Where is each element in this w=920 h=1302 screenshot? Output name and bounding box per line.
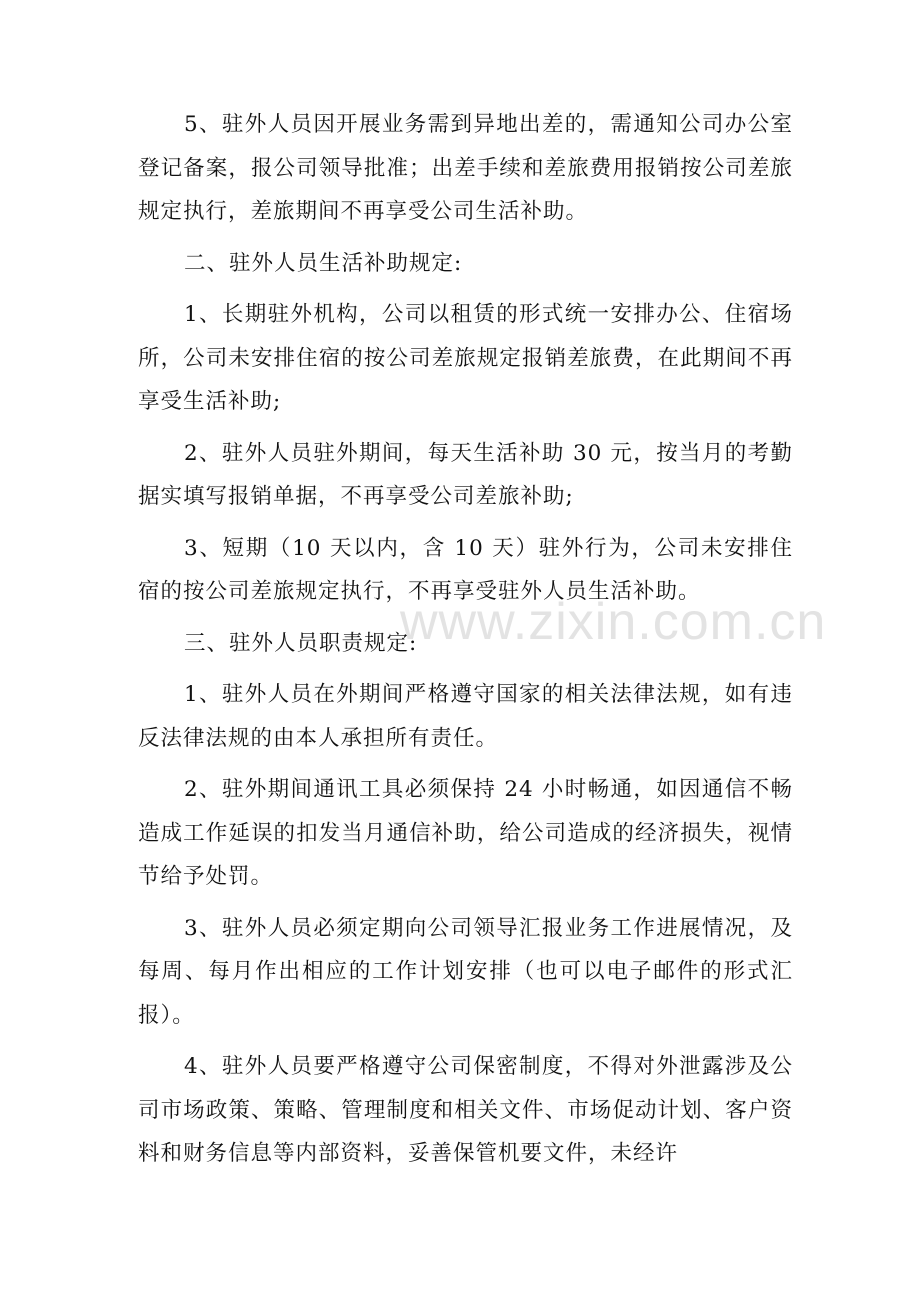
document-body xyxy=(138,103,793,1184)
watermark: www.zixin.com.cn xyxy=(400,593,827,651)
paragraph-long-term-office: 1、长期驻外机构，公司以租赁的形式统一安排办公、住宿场所，公司未安排住宿的按公司差旅规定报销差旅费，在此期间不再享受生活补助; xyxy=(138,302,793,414)
paragraph-reporting: 3、驻外人员必须定期向公司领导汇报业务工作进展情况，及每周、每月作出相应的工作计划安排（也可以电子邮件的形式汇报）。 xyxy=(138,915,793,1028)
section-heading-duties: 三、驻外人员职责规定: xyxy=(184,630,418,656)
paragraph-daily-allowance: 2、驻外人员驻外期间，每天生活补助 30 元，按当月的考勤据实填写报销单据，不再享受公司差旅补助; xyxy=(138,440,793,509)
section-heading-living-allowance: 二、驻外人员生活补助规定: xyxy=(184,250,463,276)
paragraph-short-term: 3、短期（10 天以内，含 10 天）驻外行为，公司未安排住宿的按公司差旅规定执行，不再享受驻外人员生活补助。 xyxy=(138,535,793,604)
paragraph-item-5-travel: 5、驻外人员因开展业务需到异地出差的，需通知公司办公室登记备案，报公司领导批准；出差手续和差旅费用报销按公司差旅规定执行，差旅期间不再享受公司生活补助。 xyxy=(138,112,793,224)
paragraph-confidentiality: 4、驻外人员要严格遵守公司保密制度，不得对外泄露涉及公司市场政策、策略、管理制度和相关文件、市场促动计划、客户资料和财务信息等内部资料，妥善保管机要文件，未经许 xyxy=(138,1054,793,1166)
paragraph-communication: 2、驻外期间通讯工具必须保持 24 小时畅通，如因通信不畅造成工作延误的扣发当月通信补助，给公司造成的经济损失，视情节给予处罚。 xyxy=(138,777,793,889)
paragraph-legal-compliance: 1、驻外人员在外期间严格遵守国家的相关法律法规，如有违反法律法规的由本人承担所有责任。 xyxy=(138,682,793,751)
